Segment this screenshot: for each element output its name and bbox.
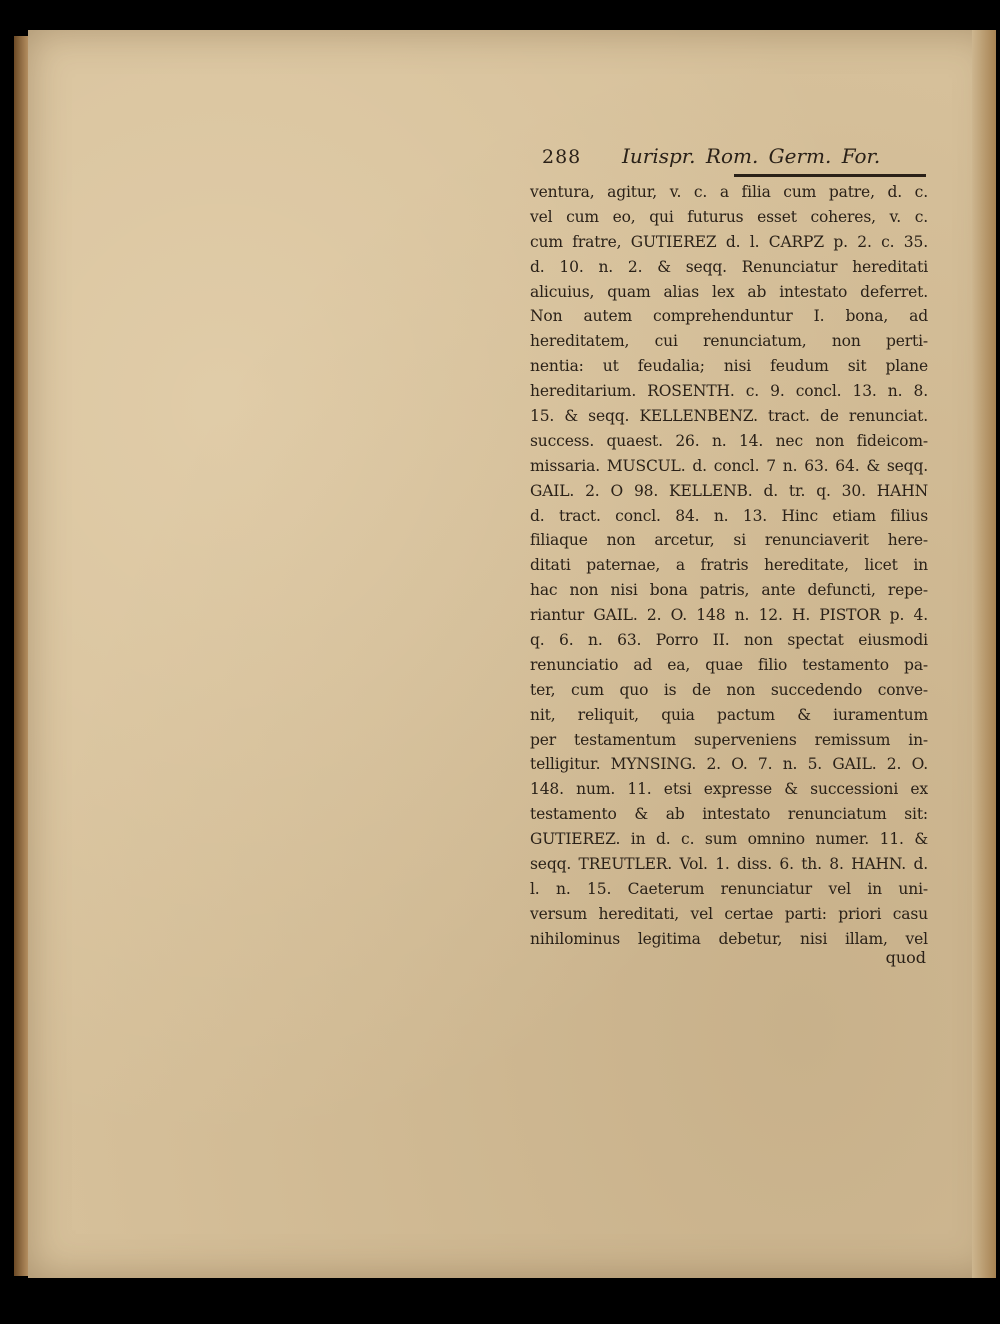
- text-line: hac non nisi bona patris, ante defuncti, repe-: [530, 581, 928, 600]
- text-line: hereditatem, cui renunciatum, non perti-: [530, 332, 928, 351]
- header-rule: [734, 174, 926, 177]
- text-line: nihilominus legitima debetur, nisi illam, vel: [530, 929, 928, 948]
- page-number: 288: [542, 146, 582, 168]
- text-line: q. 6. n. 63. Porro II. non spectat eiusmodi: [530, 631, 928, 650]
- text-line: cum fratre, GUTIEREZ d. l. CARPZ p. 2. c. 35.: [530, 232, 928, 251]
- running-title: Iurispr. Rom. Germ. For.: [622, 144, 881, 168]
- text-line: per testamentum superveniens remissum in-: [530, 730, 928, 749]
- text-line: hereditarium. ROSENTH. c. 9. concl. 13. n. 8.: [530, 382, 928, 401]
- text-line: renunciatio ad ea, quae filio testamento pa-: [530, 655, 928, 674]
- text-line: missaria. MUSCUL. d. concl. 7 n. 63. 64. & seqq.: [530, 456, 928, 475]
- text-line: success. quaest. 26. n. 14. nec non fideicom-: [530, 431, 928, 450]
- book-page-edge-right: [972, 30, 996, 1278]
- text-line: l. n. 15. Caeterum renunciatur vel in uni-: [530, 879, 928, 898]
- text-line: riantur GAIL. 2. O. 148 n. 12. H. PISTOR p. 4.: [530, 606, 928, 625]
- text-line: alicuius, quam alias lex ab intestato deferret.: [530, 282, 928, 301]
- page-header: [542, 140, 927, 176]
- text-line: vel cum eo, qui futurus esset coheres, v. c.: [530, 207, 928, 226]
- text-line: ventura, agitur, v. c. a filia cum patre, d. c.: [530, 183, 928, 201]
- text-line: 15. & seqq. KELLENBENZ. tract. de renunciat.: [530, 407, 928, 426]
- text-line: 148. num. 11. etsi expresse & successioni ex: [530, 780, 928, 799]
- text-line: versum hereditati, vel certae parti: priori casu: [530, 904, 928, 923]
- text-line: Non autem comprehenduntur I. bona, ad: [530, 307, 928, 326]
- text-line: nentia: ut feudalia; nisi feudum sit plane: [530, 357, 928, 376]
- text-line: telligitur. MYNSING. 2. O. 7. n. 5. GAIL. 2. O.: [530, 755, 928, 774]
- text-line: ter, cum quo is de non succedendo conve-: [530, 680, 928, 699]
- text-line: ditati paternae, a fratris hereditate, licet in: [530, 556, 928, 575]
- text-line: d. tract. concl. 84. n. 13. Hinc etiam filius: [530, 506, 928, 525]
- text-line: d. 10. n. 2. & seqq. Renunciatur hereditati: [530, 257, 928, 276]
- text-line: GAIL. 2. O 98. KELLENB. d. tr. q. 30. HAHN: [530, 481, 928, 500]
- body-text: [530, 180, 928, 952]
- text-line: testamento & ab intestato renunciatum sit:: [530, 805, 928, 824]
- text-line: filiaque non arcetur, si renunciaverit here-: [530, 531, 928, 550]
- text-line: nit, reliquit, quia pactum & iuramentum: [530, 705, 928, 724]
- text-line: GUTIEREZ. in d. c. sum omnino numer. 11. &: [530, 830, 928, 849]
- catchword: quod: [885, 948, 926, 967]
- text-line: seqq. TREUTLER. Vol. 1. diss. 6. th. 8. HAHN. d.: [530, 855, 928, 874]
